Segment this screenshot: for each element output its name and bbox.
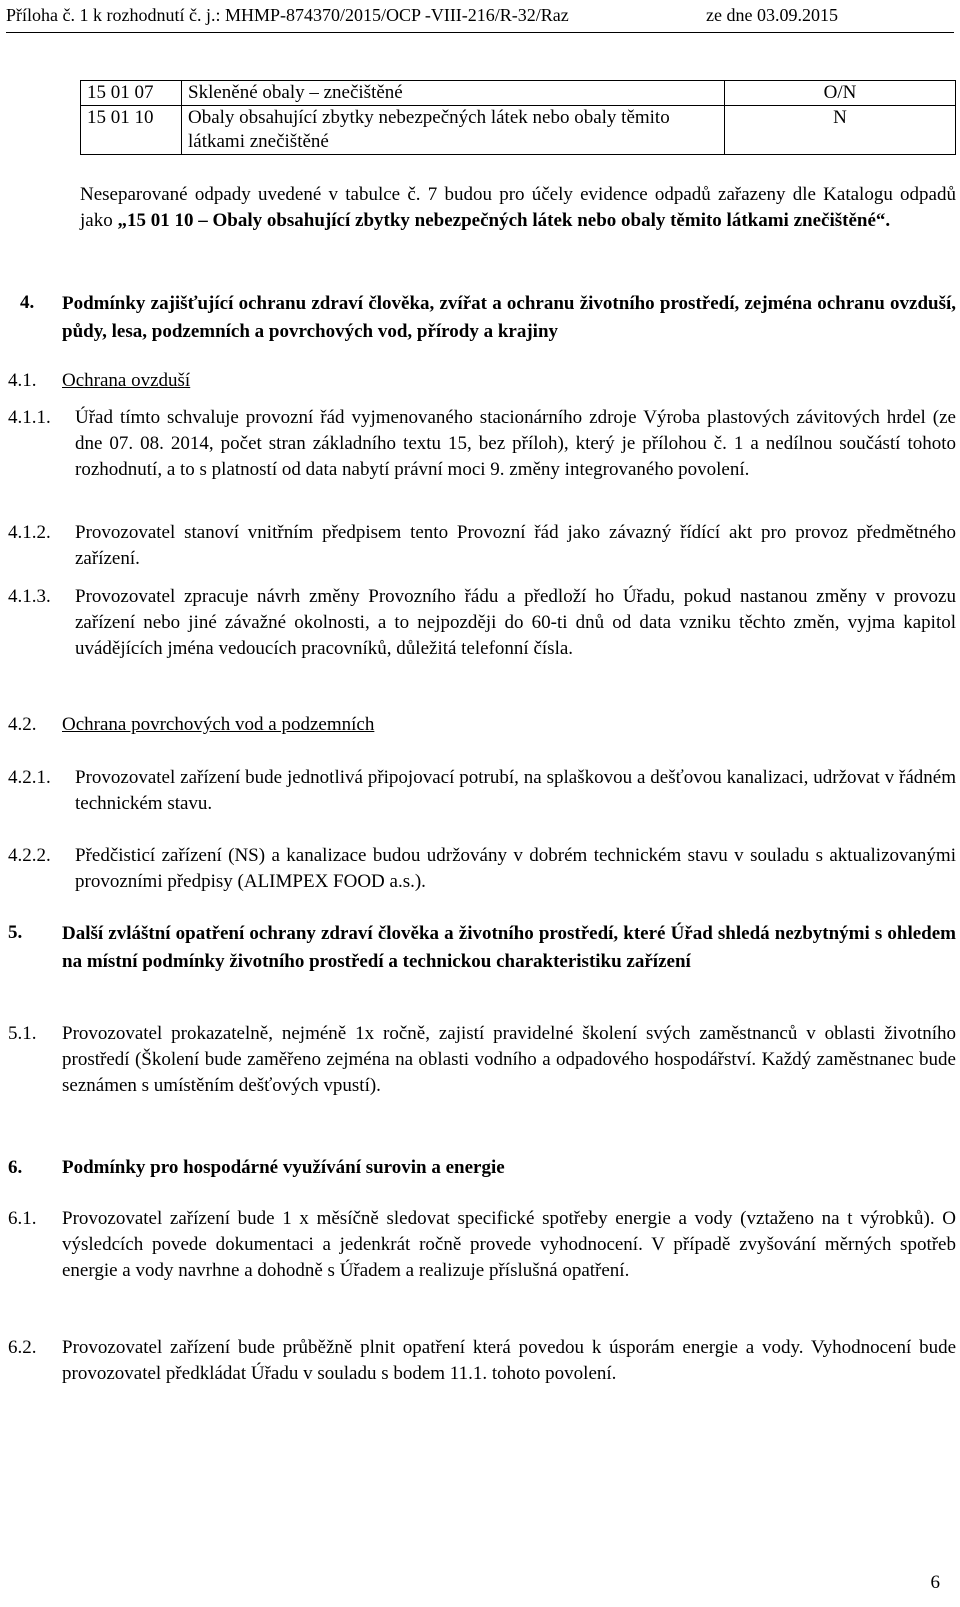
section-number: 4.1. — [8, 370, 37, 391]
intro-bold-text: „15 01 10 – Obaly obsahující zbytky nebezpečných látek nebo obaly těmito látkami znečištěné“. — [117, 210, 891, 231]
paragraph-number: 5.1. — [8, 1023, 37, 1044]
header-reference: Příloha č. 1 k rozhodnutí č. j.: MHMP-874370/2015/OCP -VIII-216/R-32/Raz — [6, 5, 569, 25]
paragraph-text: Úřad tímto schvaluje provozní řád vyjmenovaného stacionárního zdroje Výroba plastových závitových hrdel (ze dne 07. 08. 2014, počet stran základního textu 15, bez příloh), který je přílohou č. 1 a nedílnou součástí tohoto rozhodnutí, a to s platností od data nabytí právní moci 9. změny integrovaného povolení. — [75, 407, 956, 480]
page-number: 6 — [930, 1572, 940, 1593]
paragraph-6-2 — [0, 1335, 960, 1390]
paragraph-number: 4.2.1. — [8, 767, 51, 788]
section-number: 4.2. — [8, 714, 37, 735]
waste-description: Skleněné obaly – znečištěné — [182, 81, 725, 106]
paragraph-number: 4.1.2. — [8, 522, 51, 543]
page-header — [6, 4, 956, 26]
paragraph-number: 6.2. — [8, 1337, 37, 1358]
waste-table — [80, 80, 956, 155]
section-title: Další zvláštní opatření ochrany zdraví člověka a životního prostředí, které Úřad shledá nezbytnými s ohledem na místní podmínky životního prostředí a technickou charakteristiku zařízení — [62, 923, 956, 972]
intro-text: Neseparované odpady uvedené v tabulce č. 7 budou pro účely evidence odpadů zařazeny dle Katalogu odpadů jako — [80, 184, 956, 231]
waste-category: O/N — [725, 81, 956, 106]
table-row — [81, 81, 956, 106]
paragraph-4-1-1 — [0, 405, 960, 515]
header-divider — [6, 32, 954, 33]
header-date: ze dne 03.09.2015 — [706, 5, 838, 25]
paragraph-text: Provozovatel stanoví vnitřním předpisem tento Provozní řád jako závazný řídící akt pro provoz předmětného zařízení. — [75, 522, 956, 569]
paragraph-text: Provozovatel zařízení bude průběžně plnit opatření která povedou k úsporám energie a vody. Vyhodnocení bude provozovatel předkládat Úřadu v souladu s bodem 11.1. tohoto povolení. — [62, 1337, 956, 1384]
paragraph-number: 4.2.2. — [8, 845, 51, 866]
paragraph-4-1-3 — [0, 584, 960, 694]
paragraph-text: Provozovatel zpracuje návrh změny Provozního řádu a předloží ho Úřadu, pokud nastanou změny v provozu zařízení nebo jiné závažné okolnosti, a to nejpozději do 60-ti dnů od data vzniku těchto změn, vyjma kapitol uvádějících jména vedoucích pracovníků, důležitá telefonní čísla. — [75, 586, 956, 659]
section-number: 5. — [8, 922, 23, 943]
section-number: 6. — [8, 1157, 23, 1178]
waste-category: N — [725, 106, 956, 155]
paragraph-text: Provozovatel prokazatelně, nejméně 1x ročně, zajistí pravidelné školení svých zaměstnanců v oblasti životního prostředí (Školení bude zaměřeno zejména na oblasti vodního a odpadového hospodářství. Každý zaměstnanec bude seznámen s umístěním dešťových vpustí). — [62, 1023, 956, 1096]
paragraph-6-1 — [0, 1206, 960, 1318]
waste-code: 15 01 10 — [81, 106, 182, 155]
paragraph-5-1 — [0, 1021, 960, 1106]
paragraph-number: 6.1. — [8, 1208, 37, 1229]
paragraph-4-1-2 — [0, 520, 960, 575]
section-number: 4. — [20, 292, 35, 313]
waste-code: 15 01 07 — [81, 81, 182, 106]
intro-paragraph — [80, 182, 956, 234]
paragraph-text: Předčisticí zařízení (NS) a kanalizace budou udržovány v dobrém technickém stavu v souladu s aktualizovanými provozními předpisy (ALIMPEX FOOD a.s.). — [75, 845, 956, 892]
section-title: Podmínky pro hospodárné využívání surovin a energie — [62, 1157, 505, 1178]
paragraph-number: 4.1.1. — [8, 407, 51, 428]
section-title: Podmínky zajišťující ochranu zdraví člověka, zvířat a ochranu životního prostředí, zejména ochranu ovzduší, půdy, lesa, podzemních a povrchových vod, přírody a krajiny — [62, 293, 956, 342]
paragraph-text: Provozovatel zařízení bude 1 x měsíčně sledovat specifické spotřeby energie a vody (vztaženo na t výrobků). O výsledcích povede dokumentaci a jedenkrát ročně provede vyhodnocení. V případě zvyšování měrných spotřeb energie a vody navrhne a dohodně s Úřadem a realizuje příslušná opatření. — [62, 1208, 956, 1281]
paragraph-text: Provozovatel zařízení bude jednotlivá připojovací potrubí, na splaškovou a dešťovou kanalizaci, udržovat v řádném technickém stavu. — [75, 767, 956, 814]
section-title: Ochrana ovzduší — [62, 370, 191, 391]
table-row — [81, 106, 956, 155]
waste-description: Obaly obsahující zbytky nebezpečných látek nebo obaly těmito látkami znečištěné — [182, 106, 725, 155]
paragraph-number: 4.1.3. — [8, 586, 51, 607]
section-5-heading — [0, 920, 960, 1005]
paragraph-4-2-2 — [0, 843, 960, 898]
section-title: Ochrana povrchových vod a podzemních — [62, 714, 375, 735]
paragraph-4-2-1 — [0, 765, 960, 820]
